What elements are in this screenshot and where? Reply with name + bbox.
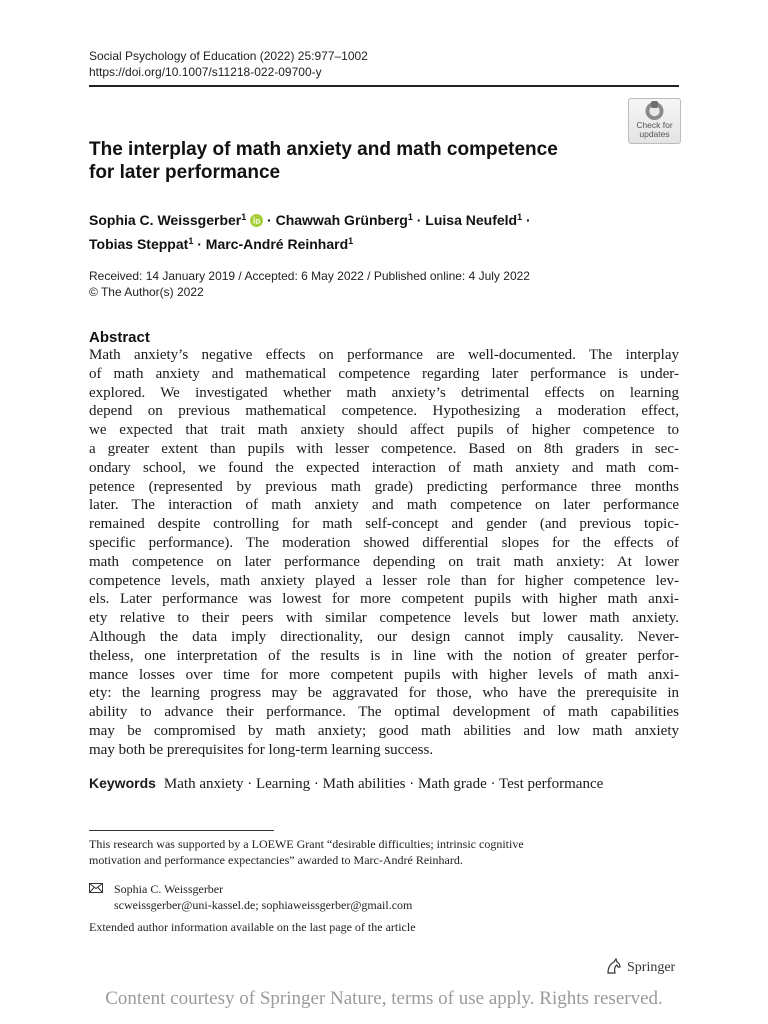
author-1[interactable]: Sophia C. Weissgerber [89,212,242,228]
abstract-line: ability to advance their performance. The optimal development of math capabilities [89,704,679,721]
article-title [89,138,609,184]
abstract-line: Math anxiety’s negative effects on performance are well-documented. The interplay [89,347,679,363]
abstract-line: ety relative to their peers with similar competence levels but lower math anxiety. [89,610,679,627]
keywords-label: Keywords [89,775,156,791]
date-history: Received: 14 January 2019 / Accepted: 6 May 2022 / Published online: 4 July 2022 [89,269,530,283]
abstract-line: we expected that trait math anxiety should affect pupils of higher competence to [89,422,679,439]
title-line-1: The interplay of math anxiety and math competence [89,139,558,160]
abstract-line: may both be prerequisites for long-term learning success. [89,741,434,758]
abstract-line: theless, one interpretation of the results is in line with the notion of greater perfor- [89,647,679,664]
abstract-line: remained despite controlling for math self-concept and gender (and previous topic- [89,516,679,533]
abstract-line: Although the data imply directionality, our design cannot imply causality. Never- [89,628,679,645]
springer-horse-icon [605,958,623,974]
funding-footnote [89,837,679,868]
abstract-line: explored. We investigated whether math anxiety’s detrimental effects on learning [89,384,679,401]
author-emails[interactable]: scweissgerber@uni-kassel.de; sophiaweissgerber@gmail.com [114,897,413,912]
abstract-line: competence levels, math anxiety played a lesser role than for higher competence lev- [89,572,679,589]
footnote-line-2: motivation and performance expectancies” awarded to Marc-André Reinhard. [89,852,463,867]
header-rule [89,85,679,87]
keywords-list: Math anxiety · Learning · Math abilities · Math grade · Test performance [163,776,604,792]
abstract-line: ondary school, we found the expected interaction of math anxiety and math com- [89,459,679,476]
abstract-line: ety: the learning progress may be aggravated for those, who have the prerequisite in [89,685,679,702]
abstract-line: math competence on later performance depending on trait math anxiety: At lower [89,553,679,570]
abstract-line: later. The interaction of math anxiety and math competence on later performance [89,497,679,514]
journal-citation: Social Psychology of Education (2022) 25:977–1002 [89,49,368,63]
journal-header [89,48,368,80]
copyright-line: © The Author(s) 2022 [89,285,204,299]
abstract-heading: Abstract [89,329,150,346]
extended-author-info: Extended author information available on the last page of the article [89,920,416,934]
keywords [89,773,603,794]
affil-mark: 1 [407,212,413,222]
orcid-icon[interactable] [250,214,263,227]
affil-mark: 1 [348,236,354,246]
abstract-line: specific performance). The moderation showed differential slopes for the effects of [89,534,679,551]
check-updates-icon [641,101,668,121]
abstract-line: a greater extent than pupils with lesser competence. Based on 8th graders in sec- [89,440,679,457]
affil-mark: 1 [517,212,523,222]
footnote-rule [89,830,274,831]
courtesy-notice: Content courtesy of Springer Nature, terms of use apply. Rights reserved. [105,988,663,1009]
abstract-line: depend on previous mathematical competence. Hypothesizing a moderation effect, [89,403,679,420]
abstract-line: may be compromised by math anxiety; good math abilities and low math anxiety [89,722,679,739]
title-line-2: for later performance [89,162,281,183]
author-5[interactable]: Marc-André Reinhard [205,236,349,252]
affil-mark: 1 [188,236,194,246]
badge-line-2: updates [639,129,670,139]
author-3[interactable]: Luisa Neufeld [425,212,518,228]
check-for-updates-badge[interactable] [628,98,681,144]
publisher-logo [605,958,675,976]
affil-mark: 1 [241,212,247,222]
author-4[interactable]: Tobias Steppat [89,236,189,252]
abstract-line: of math anxiety and mathematical competence regarding later performance is under- [89,365,679,382]
abstract-line: els. Later performance was lowest for more competent pupils with higher math anxi- [89,591,679,608]
abstract-line: mance losses over time for more competent pupils with higher levels of math anxi- [89,666,679,683]
publisher-name: Springer [627,960,676,975]
doi-link[interactable]: https://doi.org/10.1007/s11218-022-09700-y [89,65,322,79]
footnote-line-1: This research was supported by a LOEWE Grant “desirable difficulties; intrinsic cognitive [89,837,524,851]
abstract-line: petence (represented by previous math grade) predicting performance three months [89,478,679,495]
author-2[interactable]: Chawwah Grünberg [275,212,408,228]
publication-dates [89,268,530,300]
author-list: Sophia C. Weissgerber$^1$ · Chawwah Grünberg$^1$ · Luisa Neufeld$^1$ · Tobias Steppat$^1$ · Marc-André Reinhard$^1$ [89,212,531,252]
envelope-icon [89,883,103,893]
corresponding-author: Sophia C. Weissgerber [114,882,224,896]
badge-line-1: Check for [636,120,673,130]
abstract-body [89,346,679,760]
